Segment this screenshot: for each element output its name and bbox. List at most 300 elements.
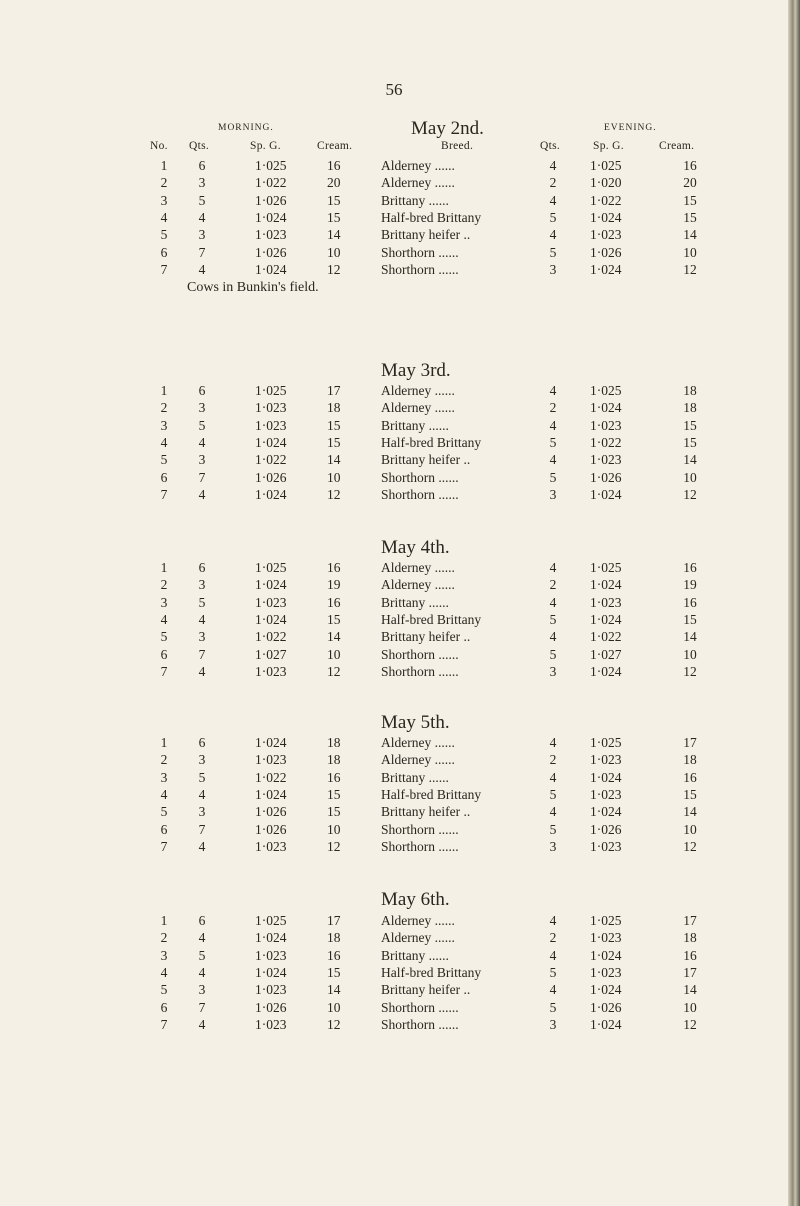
cell-sg: 1·025: [255, 383, 287, 398]
table-row: [0, 929, 788, 946]
table-row: [0, 646, 788, 663]
cell-breed: Alderney ......: [381, 913, 455, 928]
table-row: [0, 417, 788, 434]
cell-qts: 3: [198, 629, 206, 645]
cell-ecream: 15: [683, 417, 697, 433]
cell-cream: 14: [327, 982, 341, 998]
cell-ecream: 16: [683, 594, 697, 610]
table-row: [0, 1016, 788, 1033]
table-row: [0, 261, 788, 278]
cell-no: 4: [160, 209, 168, 225]
table-row: [0, 751, 788, 768]
cell-breed: Shorthorn ......: [381, 486, 459, 502]
page-edge: [788, 0, 800, 1206]
cell-sg: 1·025: [255, 913, 287, 928]
table-row: [0, 734, 788, 751]
page-number: 56: [385, 80, 403, 99]
field-note: Cows in Bunkin's field.: [187, 280, 319, 296]
cell-no: 1: [160, 735, 168, 750]
cell-cream: 18: [327, 930, 341, 946]
cell-ecream: 12: [683, 663, 697, 679]
cell-ecream: 15: [683, 209, 697, 225]
cell-breed: Brittany heifer ..: [381, 982, 471, 998]
table-row: [0, 981, 788, 998]
cell-cream: 18: [327, 752, 341, 768]
cell-eq: 5: [549, 786, 557, 802]
cell-cream: 19: [327, 577, 341, 593]
cell-sg: 1·022: [255, 452, 287, 468]
cell-esg: 1·022: [590, 629, 622, 645]
cell-no: 7: [160, 1016, 168, 1032]
cell-cream: 15: [327, 611, 341, 627]
cell-cream: 14: [327, 452, 341, 468]
cell-ecream: 15: [683, 611, 697, 627]
cell-eq: 2: [549, 175, 557, 191]
cell-qts: 5: [198, 947, 206, 963]
cell-no: 4: [160, 964, 168, 980]
cell-ecream: 18: [683, 383, 697, 398]
cell-no: 7: [160, 663, 168, 679]
cell-eq: 3: [549, 838, 557, 854]
cell-no: 4: [160, 434, 168, 450]
cell-eq: 4: [549, 735, 557, 750]
cell-cream: 12: [327, 663, 341, 679]
cell-no: 1: [160, 560, 168, 575]
cell-qts: 3: [198, 577, 206, 593]
day-title: May 4th.: [381, 537, 450, 558]
cell-esg: 1·023: [590, 752, 622, 768]
cell-esg: 1·024: [590, 611, 622, 627]
cell-cream: 15: [327, 209, 341, 225]
cell-breed: Brittany heifer ..: [381, 629, 471, 645]
cell-no: 3: [160, 192, 168, 208]
cell-esg: 1·023: [590, 930, 622, 946]
table-row: [0, 451, 788, 468]
cell-eq: 5: [549, 646, 557, 662]
cell-eq: 3: [549, 663, 557, 679]
cell-breed: Half-bred Brittany: [381, 786, 482, 802]
cell-sg: 1·023: [255, 838, 287, 854]
cell-cream: 14: [327, 227, 341, 243]
cell-sg: 1·023: [255, 1016, 287, 1032]
cell-breed: Alderney ......: [381, 560, 455, 575]
cell-eq: 4: [549, 947, 557, 963]
cell-sg: 1·025: [255, 158, 287, 173]
cell-eq: 3: [549, 1016, 557, 1032]
cell-qts: 3: [198, 752, 206, 768]
cell-no: 5: [160, 629, 168, 645]
cell-sg: 1·026: [255, 821, 287, 837]
cell-sg: 1·023: [255, 227, 287, 243]
cell-esg: 1·023: [590, 417, 622, 433]
cell-breed: Alderney ......: [381, 752, 455, 768]
cell-ecream: 14: [683, 982, 697, 998]
cell-cream: 16: [327, 769, 341, 785]
cell-esg: 1·027: [590, 646, 622, 662]
col-header-cream: Cream.: [317, 140, 353, 152]
cell-eq: 5: [549, 244, 557, 260]
cell-no: 2: [160, 577, 168, 593]
cell-sg: 1·023: [255, 417, 287, 433]
cell-ecream: 15: [683, 786, 697, 802]
cell-esg: 1·023: [590, 838, 622, 854]
cell-sg: 1·023: [255, 400, 287, 416]
cell-cream: 10: [327, 646, 341, 662]
cell-no: 4: [160, 611, 168, 627]
cell-ecream: 14: [683, 227, 697, 243]
cell-esg: 1·022: [590, 434, 622, 450]
cell-cream: 17: [327, 383, 341, 398]
cell-cream: 14: [327, 629, 341, 645]
cell-cream: 16: [327, 560, 341, 575]
cell-eq: 3: [549, 261, 557, 277]
col-header-sp-g: Sp. G.: [250, 140, 281, 152]
cell-sg: 1·023: [255, 947, 287, 963]
cell-esg: 1·024: [590, 769, 622, 785]
cell-breed: Brittany ......: [381, 947, 449, 963]
cell-no: 7: [160, 838, 168, 854]
cell-breed: Alderney ......: [381, 383, 455, 398]
cell-cream: 12: [327, 838, 341, 854]
cell-cream: 16: [327, 947, 341, 963]
table-row: [0, 399, 788, 416]
cell-no: 7: [160, 486, 168, 502]
cell-no: 6: [160, 469, 168, 485]
cell-sg: 1·023: [255, 752, 287, 768]
cell-sg: 1·023: [255, 982, 287, 998]
cell-esg: 1·026: [590, 999, 622, 1015]
cell-ecream: 16: [683, 947, 697, 963]
cell-eq: 4: [549, 594, 557, 610]
cell-eq: 3: [549, 486, 557, 502]
cell-eq: 4: [549, 417, 557, 433]
cell-ecream: 18: [683, 752, 697, 768]
cell-esg: 1·026: [590, 244, 622, 260]
cell-no: 5: [160, 804, 168, 820]
day-title: May 5th.: [381, 712, 450, 733]
cell-eq: 4: [549, 804, 557, 820]
cell-qts: 7: [198, 244, 206, 260]
cell-qts: 5: [198, 594, 206, 610]
table-row: [0, 576, 788, 593]
cell-ecream: 16: [683, 560, 697, 575]
cell-no: 7: [160, 261, 168, 277]
cell-eq: 4: [549, 227, 557, 243]
cell-qts: 3: [198, 227, 206, 243]
cell-qts: 3: [198, 175, 206, 191]
cell-esg: 1·024: [590, 982, 622, 998]
cell-no: 2: [160, 175, 168, 191]
cell-no: 3: [160, 769, 168, 785]
cell-eq: 2: [549, 752, 557, 768]
cell-esg: 1·024: [590, 261, 622, 277]
cell-sg: 1·024: [255, 786, 287, 802]
table-row: [0, 663, 788, 680]
cell-eq: 5: [549, 999, 557, 1015]
cell-breed: Shorthorn ......: [381, 244, 459, 260]
cell-ecream: 12: [683, 838, 697, 854]
cell-qts: 4: [198, 1016, 206, 1032]
cell-eq: 4: [549, 158, 557, 173]
cell-sg: 1·026: [255, 244, 287, 260]
cell-qts: 4: [198, 663, 206, 679]
cell-esg: 1·024: [590, 947, 622, 963]
cell-breed: Alderney ......: [381, 400, 455, 416]
cell-esg: 1·020: [590, 175, 622, 191]
cell-sg: 1·024: [255, 964, 287, 980]
col-header-breed: Breed.: [441, 140, 474, 152]
cell-ecream: 12: [683, 261, 697, 277]
table-row: [0, 469, 788, 486]
cell-qts: 7: [198, 821, 206, 837]
cell-ecream: 18: [683, 400, 697, 416]
cell-breed: Brittany ......: [381, 192, 449, 208]
cell-sg: 1·022: [255, 629, 287, 645]
cell-qts: 4: [198, 434, 206, 450]
cell-no: 3: [160, 947, 168, 963]
cell-ecream: 10: [683, 244, 697, 260]
cell-qts: 4: [198, 786, 206, 802]
cell-no: 5: [160, 227, 168, 243]
cell-qts: 7: [198, 469, 206, 485]
cell-breed: Half-bred Brittany: [381, 209, 482, 225]
cell-ecream: 16: [683, 158, 697, 173]
cell-qts: 5: [198, 192, 206, 208]
cell-breed: Shorthorn ......: [381, 821, 459, 837]
cell-sg: 1·025: [255, 560, 287, 575]
cell-esg: 1·026: [590, 469, 622, 485]
cell-eq: 5: [549, 434, 557, 450]
cell-ecream: 17: [683, 735, 697, 750]
cell-esg: 1·022: [590, 192, 622, 208]
cell-no: 2: [160, 400, 168, 416]
col-header-qts: Qts.: [189, 140, 210, 152]
cell-sg: 1·024: [255, 434, 287, 450]
cell-esg: 1·024: [590, 400, 622, 416]
cell-ecream: 15: [683, 192, 697, 208]
cell-cream: 17: [327, 913, 341, 928]
cell-eq: 4: [549, 913, 557, 928]
cell-esg: 1·025: [590, 560, 622, 575]
cell-qts: 7: [198, 999, 206, 1015]
cell-cream: 12: [327, 1016, 341, 1032]
cell-qts: 6: [198, 735, 206, 750]
table-row: [0, 157, 788, 174]
cell-qts: 6: [198, 158, 206, 173]
cell-breed: Shorthorn ......: [381, 469, 459, 485]
cell-qts: 4: [198, 838, 206, 854]
cell-no: 1: [160, 913, 168, 928]
table-row: [0, 594, 788, 611]
cell-breed: Alderney ......: [381, 735, 455, 750]
table-row: [0, 838, 788, 855]
cell-cream: 10: [327, 821, 341, 837]
cell-breed: Half-bred Brittany: [381, 434, 482, 450]
cell-cream: 16: [327, 158, 341, 173]
cell-breed: Brittany ......: [381, 417, 449, 433]
day-title: May 6th.: [381, 889, 450, 910]
cell-eq: 5: [549, 469, 557, 485]
cell-qts: 5: [198, 417, 206, 433]
cell-eq: 2: [549, 930, 557, 946]
cell-no: 5: [160, 452, 168, 468]
cell-cream: 18: [327, 400, 341, 416]
table-row: [0, 821, 788, 838]
table-row: [0, 226, 788, 243]
cell-breed: Shorthorn ......: [381, 838, 459, 854]
cell-qts: 4: [198, 611, 206, 627]
cell-eq: 4: [549, 769, 557, 785]
cell-no: 2: [160, 752, 168, 768]
cell-esg: 1·024: [590, 1016, 622, 1032]
cell-breed: Shorthorn ......: [381, 999, 459, 1015]
cell-breed: Shorthorn ......: [381, 646, 459, 662]
cell-no: 3: [160, 594, 168, 610]
cell-ecream: 12: [683, 486, 697, 502]
cell-ecream: 14: [683, 804, 697, 820]
cell-cream: 15: [327, 434, 341, 450]
cell-no: 2: [160, 930, 168, 946]
cell-esg: 1·024: [590, 577, 622, 593]
table-row: [0, 803, 788, 820]
cell-sg: 1·023: [255, 594, 287, 610]
cell-eq: 4: [549, 560, 557, 575]
cell-eq: 2: [549, 400, 557, 416]
cell-cream: 12: [327, 261, 341, 277]
cell-ecream: 14: [683, 629, 697, 645]
cell-sg: 1·023: [255, 663, 287, 679]
cell-qts: 3: [198, 400, 206, 416]
cell-cream: 10: [327, 469, 341, 485]
cell-ecream: 16: [683, 769, 697, 785]
table-row: [0, 192, 788, 209]
cell-breed: Brittany ......: [381, 594, 449, 610]
cell-no: 6: [160, 821, 168, 837]
cell-esg: 1·025: [590, 913, 622, 928]
table-row: [0, 611, 788, 628]
cell-breed: Alderney ......: [381, 577, 455, 593]
cell-eq: 4: [549, 452, 557, 468]
table-row: [0, 628, 788, 645]
table-row: [0, 769, 788, 786]
cell-ecream: 15: [683, 434, 697, 450]
cell-cream: 12: [327, 486, 341, 502]
cell-cream: 10: [327, 999, 341, 1015]
cell-sg: 1·026: [255, 804, 287, 820]
table-row: [0, 999, 788, 1016]
cell-breed: Shorthorn ......: [381, 261, 459, 277]
cell-esg: 1·023: [590, 452, 622, 468]
cell-qts: 5: [198, 769, 206, 785]
cell-breed: Half-bred Brittany: [381, 964, 482, 980]
day-title: May 2nd.: [411, 118, 484, 139]
table-row: [0, 559, 788, 576]
cell-qts: 3: [198, 452, 206, 468]
cell-sg: 1·024: [255, 261, 287, 277]
cell-sg: 1·024: [255, 209, 287, 225]
cell-breed: Half-bred Brittany: [381, 611, 482, 627]
cell-eq: 5: [549, 821, 557, 837]
col-header-evening-cream: Cream.: [659, 140, 695, 152]
cell-sg: 1·026: [255, 999, 287, 1015]
cell-ecream: 10: [683, 821, 697, 837]
table-row: [0, 964, 788, 981]
col-header-no: No.: [150, 140, 168, 152]
cell-qts: 3: [198, 982, 206, 998]
day-title: May 3rd.: [381, 360, 451, 381]
cell-qts: 6: [198, 913, 206, 928]
cell-cream: 15: [327, 786, 341, 802]
table-row: [0, 244, 788, 261]
cell-eq: 5: [549, 209, 557, 225]
cell-esg: 1·024: [590, 663, 622, 679]
col-header-evening-qts: Qts.: [540, 140, 561, 152]
cell-no: 1: [160, 158, 168, 173]
cell-qts: 4: [198, 261, 206, 277]
cell-qts: 3: [198, 804, 206, 820]
cell-sg: 1·026: [255, 469, 287, 485]
cell-breed: Shorthorn ......: [381, 663, 459, 679]
cell-eq: 5: [549, 964, 557, 980]
cell-no: 3: [160, 417, 168, 433]
cell-esg: 1·024: [590, 486, 622, 502]
cell-qts: 6: [198, 560, 206, 575]
cell-qts: 6: [198, 383, 206, 398]
cell-ecream: 14: [683, 452, 697, 468]
cell-cream: 20: [327, 175, 341, 191]
cell-ecream: 17: [683, 913, 697, 928]
table-row: [0, 786, 788, 803]
cell-ecream: 19: [683, 577, 697, 593]
cell-esg: 1·025: [590, 383, 622, 398]
cell-cream: 15: [327, 964, 341, 980]
cell-eq: 4: [549, 982, 557, 998]
cell-sg: 1·024: [255, 486, 287, 502]
cell-no: 5: [160, 982, 168, 998]
evening-heading: EVENING.: [604, 123, 657, 133]
cell-esg: 1·023: [590, 227, 622, 243]
cell-sg: 1·026: [255, 192, 287, 208]
cell-esg: 1·025: [590, 158, 622, 173]
cell-cream: 10: [327, 244, 341, 260]
cell-no: 6: [160, 999, 168, 1015]
cell-qts: 4: [198, 964, 206, 980]
cell-esg: 1·024: [590, 209, 622, 225]
cell-eq: 4: [549, 192, 557, 208]
cell-no: 6: [160, 646, 168, 662]
cell-no: 6: [160, 244, 168, 260]
cell-breed: Brittany heifer ..: [381, 804, 471, 820]
cell-breed: Brittany heifer ..: [381, 227, 471, 243]
cell-breed: Alderney ......: [381, 930, 455, 946]
cell-esg: 1·025: [590, 735, 622, 750]
table-row: [0, 434, 788, 451]
table-row: [0, 382, 788, 399]
cell-ecream: 17: [683, 964, 697, 980]
cell-breed: Brittany ......: [381, 769, 449, 785]
table-row: [0, 174, 788, 191]
cell-sg: 1·024: [255, 611, 287, 627]
cell-sg: 1·024: [255, 930, 287, 946]
cell-ecream: 10: [683, 999, 697, 1015]
cell-ecream: 18: [683, 930, 697, 946]
cell-breed: Alderney ......: [381, 158, 455, 173]
cell-breed: Shorthorn ......: [381, 1016, 459, 1032]
cell-sg: 1·027: [255, 646, 287, 662]
cell-esg: 1·026: [590, 821, 622, 837]
table-row: [0, 209, 788, 226]
cell-breed: Brittany heifer ..: [381, 452, 471, 468]
